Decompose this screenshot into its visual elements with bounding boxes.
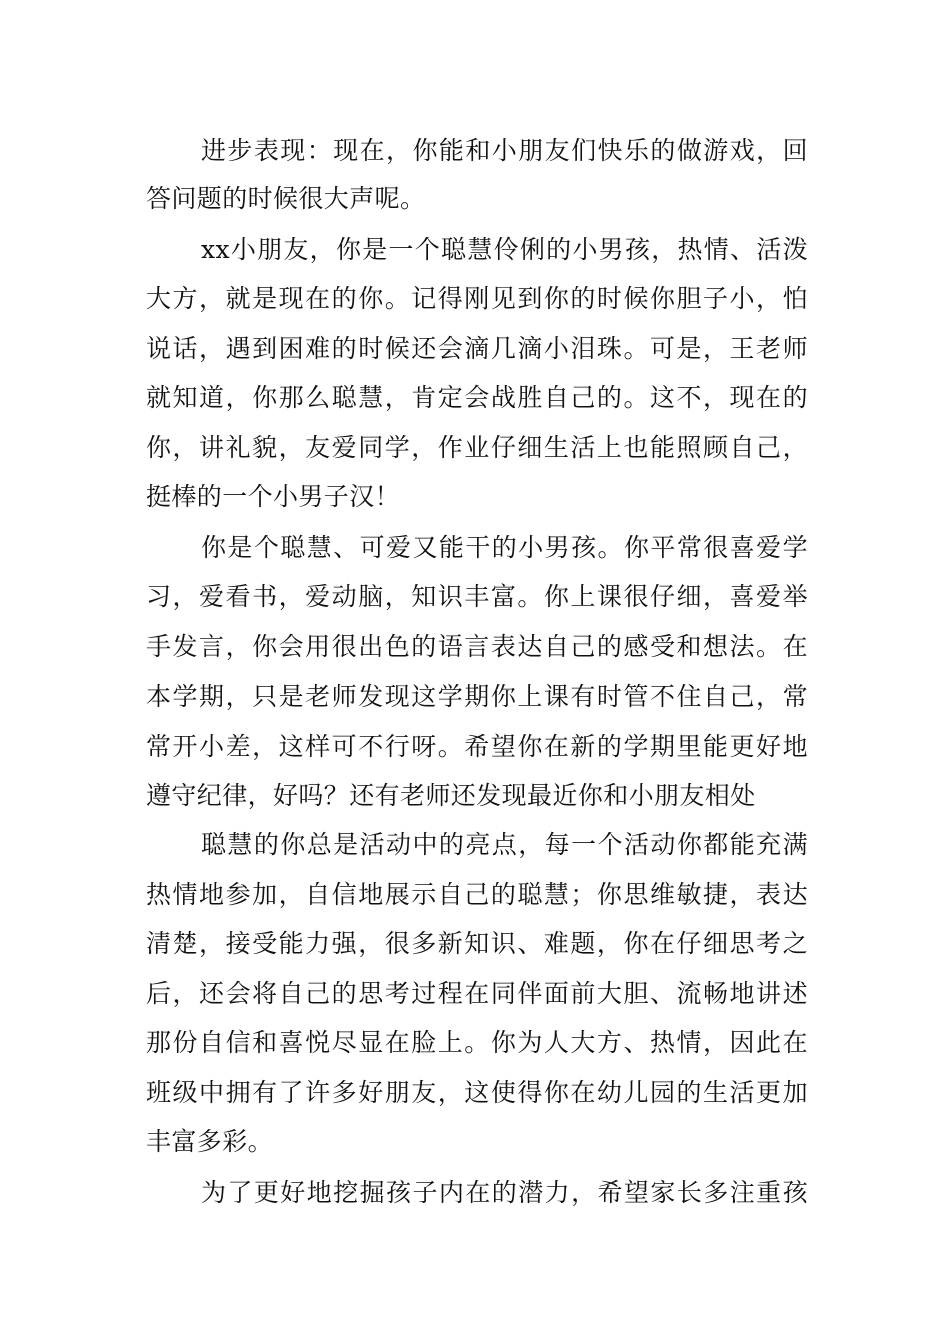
- text-line: 你是个聪慧、可爱又能干的小男孩。你平常很喜爱学: [201, 533, 808, 562]
- text-line: 热情地参加，自信地展示自己的聪慧；你思维敏捷，表达: [146, 880, 808, 909]
- text-line: 聪慧的你总是活动中的亮点，每一个活动你都能充满: [201, 830, 808, 859]
- text-line: 挺棒的一个小男子汉！: [146, 482, 401, 511]
- text-line: 班级中拥有了许多好朋友，这使得你在幼儿园的生活更加: [146, 1078, 808, 1107]
- text-line: 本学期，只是老师发现这学期你上课有时管不住自己，常: [146, 682, 808, 711]
- text-line: 进步表现：现在，你能和小朋友们快乐的做游戏，回: [201, 136, 808, 165]
- text-line: 答问题的时候很大声呢。: [146, 184, 426, 213]
- text-line: 习，爱看书，爱动脑，知识丰富。你上课很仔细，喜爱举: [146, 582, 808, 611]
- text-line: 为了更好地挖掘孩子内在的潜力，希望家长多注重孩: [201, 1178, 808, 1207]
- text-line: 大方，就是现在的你。记得刚见到你的时候你胆子小，怕: [146, 284, 808, 313]
- text-line: 遵守纪律，好吗？还有老师还发现最近你和小朋友相处: [146, 781, 756, 810]
- text-line: 清楚，接受能力强，很多新知识、难题，你在仔细思考之: [146, 929, 808, 958]
- text-line: 后，还会将自己的思考过程在同伴面前大胆、流畅地讲述: [146, 979, 808, 1008]
- text-line: 丰富多彩。: [146, 1127, 274, 1156]
- text-line: 就知道，你那么聪慧，肯定会战胜自己的。这不，现在的: [146, 383, 808, 412]
- text-line: 说话，遇到困难的时候还会滴几滴小泪珠。可是，王老师: [146, 334, 808, 363]
- text-line: 常开小差，这样可不行呀。希望你在新的学期里能更好地: [146, 732, 808, 761]
- text-line: 你，讲礼貌，友爱同学，作业仔细生活上也能照顾自己，: [146, 433, 808, 462]
- text-line: 那份自信和喜悦尽显在脸上。你为人大方、热情，因此在: [146, 1028, 808, 1057]
- text-line: 手发言，你会用很出色的语言表达自己的感受和想法。在: [146, 632, 808, 661]
- text-line: xx小朋友，你是一个聪慧伶俐的小男孩，热情、活泼: [201, 235, 808, 264]
